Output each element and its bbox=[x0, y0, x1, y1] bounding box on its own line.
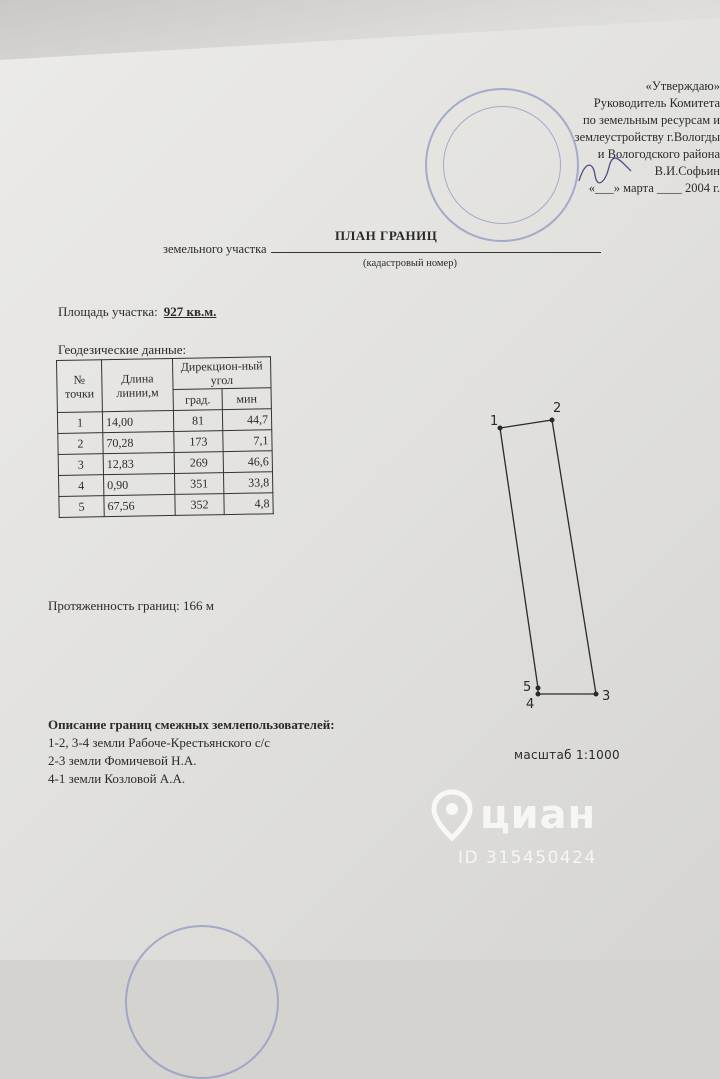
geodetic-table bbox=[56, 356, 274, 518]
cadastral-underline bbox=[271, 240, 601, 253]
location-pin-icon bbox=[428, 788, 476, 844]
cell-length: 12,83 bbox=[103, 452, 174, 474]
area-value: 927 кв.м. bbox=[163, 304, 217, 319]
cell-min: 4,8 bbox=[224, 493, 273, 515]
approval-line: по земельным ресурсам и bbox=[582, 113, 720, 127]
point-label-4: 4 bbox=[526, 697, 535, 712]
description-heading: Описание границ смежных землепользователей: bbox=[48, 717, 335, 732]
header-line-length: Длина линии,м bbox=[102, 358, 174, 411]
scale-label: масштаб 1:1000 bbox=[514, 748, 620, 762]
parcel-line bbox=[163, 240, 601, 257]
geodetic-title: Геодезические данные: bbox=[58, 342, 187, 357]
cell-length: 67,56 bbox=[104, 494, 175, 516]
official-stamp-bottom bbox=[125, 925, 279, 1079]
boundary-point-4 bbox=[536, 692, 541, 697]
area-line bbox=[58, 304, 216, 320]
cell-deg: 351 bbox=[174, 473, 223, 495]
cell-min: 7,1 bbox=[223, 430, 272, 452]
approval-line: «Утверждаю» bbox=[645, 79, 720, 93]
watermark bbox=[420, 782, 660, 882]
cell-deg: 81 bbox=[173, 410, 222, 432]
border-length: Протяженность границ: 166 м bbox=[48, 598, 214, 613]
cell-deg: 173 bbox=[174, 431, 223, 453]
description-line: 1-2, 3-4 земли Рабоче-Крестьянского с/с bbox=[48, 735, 271, 750]
paper-fold bbox=[0, 0, 720, 60]
point-label-1: 1 bbox=[490, 414, 499, 429]
cell-min: 46,6 bbox=[223, 451, 272, 473]
approval-line: и Вологодского района bbox=[597, 147, 720, 161]
cell-num: 3 bbox=[58, 454, 103, 476]
point-label-5: 5 bbox=[523, 680, 532, 695]
cell-num: 4 bbox=[59, 475, 104, 497]
watermark-id: ID 315450424 bbox=[458, 848, 597, 868]
approval-line: В.И.Софьин bbox=[654, 164, 720, 178]
table-row bbox=[59, 493, 273, 518]
approval-line: землеустройству г.Вологды bbox=[574, 130, 720, 144]
approval-line: «___» марта ____ 2004 г. bbox=[588, 181, 720, 195]
neighbors-description bbox=[48, 716, 335, 788]
cadastral-hint: (кадастровый номер) bbox=[363, 258, 457, 269]
cell-deg: 269 bbox=[174, 452, 223, 474]
signature bbox=[575, 153, 635, 189]
header-direction-angle: Дирекцион-ный угол bbox=[172, 357, 271, 390]
cell-num: 1 bbox=[57, 412, 102, 434]
boundary-point-3 bbox=[594, 692, 599, 697]
cell-deg: 352 bbox=[175, 494, 224, 516]
boundary-point-5 bbox=[536, 686, 541, 691]
header-point-number: № точки bbox=[57, 360, 103, 413]
approval-line: Руководитель Комитета bbox=[593, 96, 720, 110]
cell-num: 5 bbox=[59, 496, 104, 518]
area-label: Площадь участка: bbox=[58, 304, 158, 319]
description-line: 2-3 земли Фомичевой Н.А. bbox=[48, 753, 197, 768]
cell-min: 33,8 bbox=[223, 472, 272, 494]
cell-length: 70,28 bbox=[103, 431, 174, 453]
cell-length: 0,90 bbox=[104, 473, 175, 495]
boundary-polygon bbox=[500, 420, 596, 694]
watermark-brand: циан bbox=[480, 792, 597, 838]
boundary-plan bbox=[480, 398, 630, 718]
header-minutes: мин bbox=[222, 388, 271, 410]
point-label-2: 2 bbox=[553, 401, 562, 416]
cell-length: 14,00 bbox=[102, 410, 173, 432]
point-label-3: 3 bbox=[602, 689, 611, 704]
parcel-label: земельного участка bbox=[163, 242, 267, 256]
cell-min: 44,7 bbox=[222, 409, 271, 431]
header-degrees: град. bbox=[173, 389, 222, 411]
description-line: 4-1 земли Козловой А.А. bbox=[48, 771, 186, 786]
document-title: ПЛАН ГРАНИЦ bbox=[335, 228, 438, 243]
boundary-point-2 bbox=[550, 418, 555, 423]
cell-num: 2 bbox=[58, 433, 103, 455]
